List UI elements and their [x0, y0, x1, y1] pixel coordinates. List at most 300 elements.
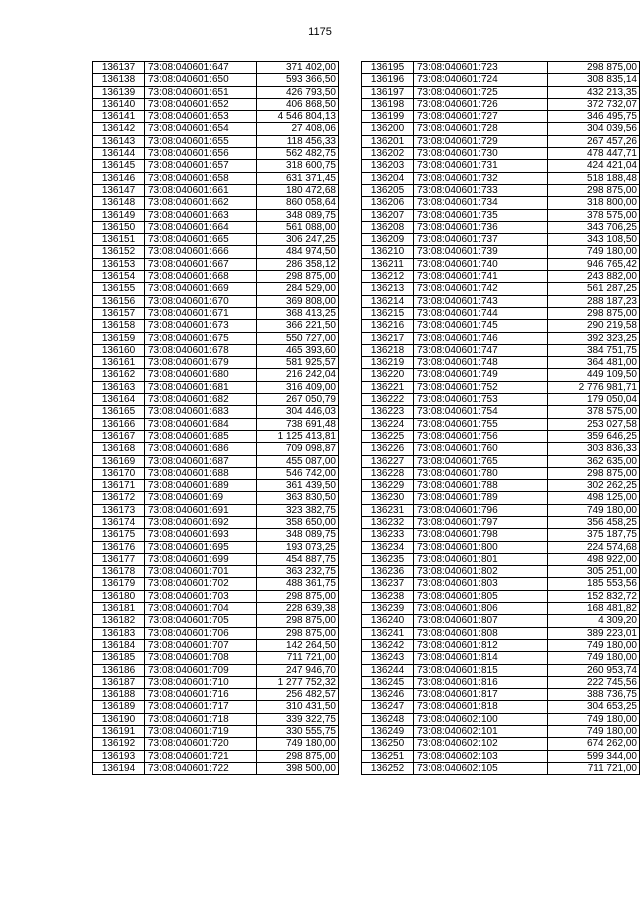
cadastral-number: 73:08:040601:737	[414, 234, 548, 246]
row-number: 136137	[93, 62, 145, 74]
cadastral-value: 454 887,75	[257, 553, 339, 565]
cadastral-number: 73:08:040601:807	[414, 615, 548, 627]
table-row	[362, 148, 640, 160]
row-number: 136162	[93, 369, 145, 381]
cadastral-value: 298 875,00	[257, 627, 339, 639]
table-row	[93, 209, 339, 221]
cadastral-number: 73:08:040601:741	[414, 271, 548, 283]
cadastral-number: 73:08:040601:666	[145, 246, 257, 258]
cadastral-number: 73:08:040601:701	[145, 566, 257, 578]
table-row	[93, 762, 339, 774]
row-number: 136247	[362, 701, 414, 713]
table-row	[362, 369, 640, 381]
cadastral-value: 243 882,00	[548, 271, 640, 283]
table-row	[93, 603, 339, 615]
row-number: 136227	[362, 455, 414, 467]
cadastral-value: 561 088,00	[257, 221, 339, 233]
row-number: 136148	[93, 197, 145, 209]
cadastral-value: 406 868,50	[257, 98, 339, 110]
cadastral-number: 73:08:040601:740	[414, 258, 548, 270]
row-number: 136246	[362, 689, 414, 701]
row-number: 136158	[93, 320, 145, 332]
table-row	[362, 566, 640, 578]
row-number: 136206	[362, 197, 414, 209]
cadastral-value: 2 776 981,71	[548, 381, 640, 393]
cadastral-value: 424 421,04	[548, 160, 640, 172]
table-row	[93, 529, 339, 541]
row-number: 136178	[93, 566, 145, 578]
table-row	[93, 430, 339, 442]
row-number: 136166	[93, 418, 145, 430]
row-number: 136208	[362, 221, 414, 233]
cadastral-value: 449 109,50	[548, 369, 640, 381]
cadastral-value: 303 836,33	[548, 443, 640, 455]
cadastral-value: 346 495,75	[548, 111, 640, 123]
cadastral-number: 73:08:040601:718	[145, 713, 257, 725]
cadastral-number: 73:08:040601:675	[145, 332, 257, 344]
table-row	[93, 111, 339, 123]
table-row	[93, 197, 339, 209]
row-number: 136186	[93, 664, 145, 676]
table-row	[362, 246, 640, 258]
table-row	[93, 221, 339, 233]
cadastral-value: 316 409,00	[257, 381, 339, 393]
cadastral-number: 73:08:040601:742	[414, 283, 548, 295]
table-row	[362, 689, 640, 701]
row-number: 136244	[362, 664, 414, 676]
row-number: 136185	[93, 652, 145, 664]
row-number: 136243	[362, 652, 414, 664]
row-number: 136235	[362, 553, 414, 565]
row-number: 136210	[362, 246, 414, 258]
cadastral-value: 305 251,00	[548, 566, 640, 578]
cadastral-value: 224 574,68	[548, 541, 640, 553]
cadastral-number: 73:08:040601:691	[145, 504, 257, 516]
cadastral-number: 73:08:040601:686	[145, 443, 257, 455]
row-number: 136147	[93, 184, 145, 196]
cadastral-value: 180 472,68	[257, 184, 339, 196]
table-row	[362, 578, 640, 590]
table-row	[362, 480, 640, 492]
row-number: 136238	[362, 590, 414, 602]
cadastral-value: 581 925,57	[257, 357, 339, 369]
cadastral-value: 518 188,48	[548, 172, 640, 184]
table-row	[93, 332, 339, 344]
cadastral-number: 73:08:040601:780	[414, 467, 548, 479]
cadastral-number: 73:08:040601:748	[414, 357, 548, 369]
cadastral-number: 73:08:040601:723	[414, 62, 548, 74]
cadastral-value: 247 946,70	[257, 664, 339, 676]
table-row	[362, 283, 640, 295]
cadastral-number: 73:08:040601:681	[145, 381, 257, 393]
row-number: 136222	[362, 394, 414, 406]
cadastral-value: 593 366,50	[257, 74, 339, 86]
table-row	[362, 295, 640, 307]
table-row	[93, 74, 339, 86]
table-row	[362, 516, 640, 528]
row-number: 136239	[362, 603, 414, 615]
row-number: 136169	[93, 455, 145, 467]
cadastral-number: 73:08:040601:692	[145, 516, 257, 528]
cadastral-value: 348 089,75	[257, 529, 339, 541]
cadastral-value: 193 073,25	[257, 541, 339, 553]
table-row	[362, 221, 640, 233]
row-number: 136233	[362, 529, 414, 541]
cadastral-value: 359 646,25	[548, 430, 640, 442]
row-number: 136145	[93, 160, 145, 172]
row-number: 136228	[362, 467, 414, 479]
cadastral-value: 286 358,12	[257, 258, 339, 270]
cadastral-number: 73:08:040601:818	[414, 701, 548, 713]
cadastral-number: 73:08:040601:735	[414, 209, 548, 221]
row-number: 136177	[93, 553, 145, 565]
row-number: 136161	[93, 357, 145, 369]
cadastral-number: 73:08:040601:812	[414, 639, 548, 651]
table-row	[93, 234, 339, 246]
cadastral-number: 73:08:040602:103	[414, 750, 548, 762]
cadastral-value: 860 058,64	[257, 197, 339, 209]
cadastral-value: 1 125 413,81	[257, 430, 339, 442]
table-row	[362, 307, 640, 319]
cadastral-value: 253 027,58	[548, 418, 640, 430]
table-row	[362, 62, 640, 74]
cadastral-number: 73:08:040601:685	[145, 430, 257, 442]
cadastral-number: 73:08:040601:817	[414, 689, 548, 701]
table-row	[362, 418, 640, 430]
cadastral-value: 298 875,00	[257, 271, 339, 283]
table-row	[93, 615, 339, 627]
cadastral-number: 73:08:040601:726	[414, 98, 548, 110]
row-number: 136221	[362, 381, 414, 393]
cadastral-value: 749 180,00	[548, 652, 640, 664]
cadastral-number: 73:08:040601:788	[414, 480, 548, 492]
cadastral-value: 488 361,75	[257, 578, 339, 590]
registry-table-right	[361, 61, 640, 775]
row-number: 136159	[93, 332, 145, 344]
row-number: 136213	[362, 283, 414, 295]
table-row	[362, 590, 640, 602]
cadastral-number: 73:08:040601:671	[145, 307, 257, 319]
cadastral-number: 73:08:040601:670	[145, 295, 257, 307]
table-row	[93, 98, 339, 110]
cadastral-value: 372 732,07	[548, 98, 640, 110]
cadastral-number: 73:08:040601:747	[414, 344, 548, 356]
cadastral-number: 73:08:040601:752	[414, 381, 548, 393]
cadastral-value: 260 953,74	[548, 664, 640, 676]
cadastral-value: 343 706,25	[548, 221, 640, 233]
row-number: 136249	[362, 726, 414, 738]
table-row	[362, 504, 640, 516]
row-number: 136173	[93, 504, 145, 516]
cadastral-value: 330 555,75	[257, 726, 339, 738]
row-number: 136184	[93, 639, 145, 651]
row-number: 136149	[93, 209, 145, 221]
table-row	[362, 258, 640, 270]
cadastral-value: 298 875,00	[257, 750, 339, 762]
table-row	[93, 246, 339, 258]
row-number: 136217	[362, 332, 414, 344]
row-number: 136230	[362, 492, 414, 504]
cadastral-number: 73:08:040601:647	[145, 62, 257, 74]
table-row	[362, 357, 640, 369]
cadastral-number: 73:08:040601:732	[414, 172, 548, 184]
table-row	[93, 553, 339, 565]
cadastral-number: 73:08:040601:684	[145, 418, 257, 430]
row-number: 136250	[362, 738, 414, 750]
table-row	[93, 62, 339, 74]
cadastral-value: 478 447,71	[548, 148, 640, 160]
cadastral-number: 73:08:040601:803	[414, 578, 548, 590]
cadastral-number: 73:08:040601:678	[145, 344, 257, 356]
table-row	[362, 430, 640, 442]
table-row	[362, 406, 640, 418]
row-number: 136190	[93, 713, 145, 725]
cadastral-value: 389 223,01	[548, 627, 640, 639]
table-row	[362, 111, 640, 123]
cadastral-value: 550 727,00	[257, 332, 339, 344]
cadastral-value: 364 481,00	[548, 357, 640, 369]
cadastral-number: 73:08:040601:808	[414, 627, 548, 639]
cadastral-number: 73:08:040601:814	[414, 652, 548, 664]
cadastral-number: 73:08:040601:736	[414, 221, 548, 233]
cadastral-number: 73:08:040601:702	[145, 578, 257, 590]
cadastral-number: 73:08:040601:682	[145, 394, 257, 406]
cadastral-value: 631 371,45	[257, 172, 339, 184]
table-row	[362, 184, 640, 196]
cadastral-value: 302 262,25	[548, 480, 640, 492]
cadastral-value: 366 221,50	[257, 320, 339, 332]
cadastral-number: 73:08:040601:717	[145, 701, 257, 713]
cadastral-number: 73:08:040601:730	[414, 148, 548, 160]
cadastral-number: 73:08:040601:687	[145, 455, 257, 467]
table-row	[93, 443, 339, 455]
cadastral-number: 73:08:040601:760	[414, 443, 548, 455]
cadastral-value: 304 653,25	[548, 701, 640, 713]
cadastral-number: 73:08:040601:754	[414, 406, 548, 418]
row-number: 136232	[362, 516, 414, 528]
cadastral-value: 4 546 804,13	[257, 111, 339, 123]
table-row	[93, 135, 339, 147]
cadastral-value: 384 751,75	[548, 344, 640, 356]
cadastral-number: 73:08:040601:650	[145, 74, 257, 86]
cadastral-value: 267 457,26	[548, 135, 640, 147]
row-number: 136193	[93, 750, 145, 762]
cadastral-value: 298 875,00	[257, 615, 339, 627]
row-number: 136155	[93, 283, 145, 295]
table-row	[93, 258, 339, 270]
cadastral-value: 290 219,58	[548, 320, 640, 332]
cadastral-value: 484 974,50	[257, 246, 339, 258]
row-number: 136201	[362, 135, 414, 147]
page-number: 1175	[308, 26, 332, 38]
row-number: 136163	[93, 381, 145, 393]
row-number: 136231	[362, 504, 414, 516]
row-number: 136205	[362, 184, 414, 196]
table-row	[362, 443, 640, 455]
row-number: 136202	[362, 148, 414, 160]
row-number: 136216	[362, 320, 414, 332]
cadastral-number: 73:08:040602:102	[414, 738, 548, 750]
row-number: 136142	[93, 123, 145, 135]
row-number: 136175	[93, 529, 145, 541]
row-number: 136182	[93, 615, 145, 627]
table-row	[362, 701, 640, 713]
table-row	[93, 148, 339, 160]
cadastral-number: 73:08:040601:662	[145, 197, 257, 209]
cadastral-number: 73:08:040601:797	[414, 516, 548, 528]
table-row	[362, 750, 640, 762]
cadastral-value: 711 721,00	[548, 762, 640, 774]
cadastral-value: 142 264,50	[257, 639, 339, 651]
cadastral-number: 73:08:040601:722	[145, 762, 257, 774]
cadastral-value: 368 413,25	[257, 307, 339, 319]
row-number: 136194	[93, 762, 145, 774]
table-row	[93, 184, 339, 196]
row-number: 136242	[362, 639, 414, 651]
row-number: 136234	[362, 541, 414, 553]
cadastral-value: 298 875,00	[548, 184, 640, 196]
cadastral-number: 73:08:040601:664	[145, 221, 257, 233]
cadastral-number: 73:08:040601:800	[414, 541, 548, 553]
table-row	[93, 307, 339, 319]
table-row	[362, 713, 640, 725]
row-number: 136203	[362, 160, 414, 172]
row-number: 136245	[362, 676, 414, 688]
row-number: 136157	[93, 307, 145, 319]
cadastral-number: 73:08:040601:728	[414, 123, 548, 135]
cadastral-number: 73:08:040601:756	[414, 430, 548, 442]
table-row	[93, 689, 339, 701]
table-row	[362, 664, 640, 676]
row-number: 136236	[362, 566, 414, 578]
cadastral-value: 298 875,00	[548, 307, 640, 319]
row-number: 136187	[93, 676, 145, 688]
table-row	[362, 394, 640, 406]
cadastral-value: 304 039,56	[548, 123, 640, 135]
cadastral-value: 561 287,25	[548, 283, 640, 295]
cadastral-number: 73:08:040601:746	[414, 332, 548, 344]
row-number: 136170	[93, 467, 145, 479]
row-number: 136164	[93, 394, 145, 406]
cadastral-value: 749 180,00	[548, 726, 640, 738]
cadastral-value: 363 830,50	[257, 492, 339, 504]
cadastral-number: 73:08:040601:654	[145, 123, 257, 135]
cadastral-value: 288 187,23	[548, 295, 640, 307]
table-row	[93, 566, 339, 578]
row-number: 136188	[93, 689, 145, 701]
cadastral-number: 73:08:040601:802	[414, 566, 548, 578]
cadastral-value: 306 247,25	[257, 234, 339, 246]
row-number: 136252	[362, 762, 414, 774]
table-row	[93, 369, 339, 381]
cadastral-value: 709 098,87	[257, 443, 339, 455]
cadastral-number: 73:08:040601:753	[414, 394, 548, 406]
cadastral-value: 361 439,50	[257, 480, 339, 492]
row-number: 136219	[362, 357, 414, 369]
table-row	[362, 209, 640, 221]
cadastral-value: 310 431,50	[257, 701, 339, 713]
table-row	[362, 529, 640, 541]
table-row	[93, 467, 339, 479]
table-row	[93, 86, 339, 98]
cadastral-number: 73:08:040601:69	[145, 492, 257, 504]
cadastral-value: 738 691,48	[257, 418, 339, 430]
cadastral-number: 73:08:040601:765	[414, 455, 548, 467]
cadastral-value: 318 800,00	[548, 197, 640, 209]
table-row	[362, 492, 640, 504]
cadastral-value: 599 344,00	[548, 750, 640, 762]
cadastral-value: 356 458,25	[548, 516, 640, 528]
table-row	[93, 676, 339, 688]
cadastral-number: 73:08:040601:661	[145, 184, 257, 196]
table-row	[93, 713, 339, 725]
cadastral-number: 73:08:040601:806	[414, 603, 548, 615]
cadastral-number: 73:08:040601:801	[414, 553, 548, 565]
cadastral-value: 323 382,75	[257, 504, 339, 516]
cadastral-number: 73:08:040602:100	[414, 713, 548, 725]
table-row	[93, 639, 339, 651]
cadastral-number: 73:08:040601:755	[414, 418, 548, 430]
cadastral-number: 73:08:040601:709	[145, 664, 257, 676]
table-row	[93, 750, 339, 762]
row-number: 136241	[362, 627, 414, 639]
cadastral-number: 73:08:040601:668	[145, 271, 257, 283]
table-row	[362, 455, 640, 467]
table-row	[362, 344, 640, 356]
cadastral-number: 73:08:040601:699	[145, 553, 257, 565]
cadastral-value: 339 322,75	[257, 713, 339, 725]
cadastral-value: 152 832,72	[548, 590, 640, 602]
cadastral-value: 27 408,06	[257, 123, 339, 135]
table-row	[362, 615, 640, 627]
table-row	[93, 123, 339, 135]
table-row	[93, 160, 339, 172]
cadastral-value: 308 835,14	[548, 74, 640, 86]
row-number: 136176	[93, 541, 145, 553]
table-row	[362, 123, 640, 135]
cadastral-number: 73:08:040601:745	[414, 320, 548, 332]
row-number: 136171	[93, 480, 145, 492]
table-row	[362, 639, 640, 651]
row-number: 136198	[362, 98, 414, 110]
row-number: 136180	[93, 590, 145, 602]
cadastral-value: 267 050,79	[257, 394, 339, 406]
row-number: 136160	[93, 344, 145, 356]
table-row	[362, 676, 640, 688]
cadastral-number: 73:08:040601:663	[145, 209, 257, 221]
cadastral-number: 73:08:040601:719	[145, 726, 257, 738]
table-row	[362, 234, 640, 246]
cadastral-number: 73:08:040601:657	[145, 160, 257, 172]
table-row	[362, 738, 640, 750]
cadastral-value: 498 125,00	[548, 492, 640, 504]
table-row	[93, 320, 339, 332]
row-number: 136200	[362, 123, 414, 135]
table-row	[362, 726, 640, 738]
table-row	[93, 295, 339, 307]
cadastral-value: 498 922,00	[548, 553, 640, 565]
row-number: 136165	[93, 406, 145, 418]
row-number: 136143	[93, 135, 145, 147]
row-number: 136204	[362, 172, 414, 184]
cadastral-number: 73:08:040601:695	[145, 541, 257, 553]
cadastral-number: 73:08:040601:704	[145, 603, 257, 615]
table-row	[362, 541, 640, 553]
cadastral-value: 343 108,50	[548, 234, 640, 246]
cadastral-number: 73:08:040601:724	[414, 74, 548, 86]
row-number: 136251	[362, 750, 414, 762]
cadastral-value: 358 650,00	[257, 516, 339, 528]
